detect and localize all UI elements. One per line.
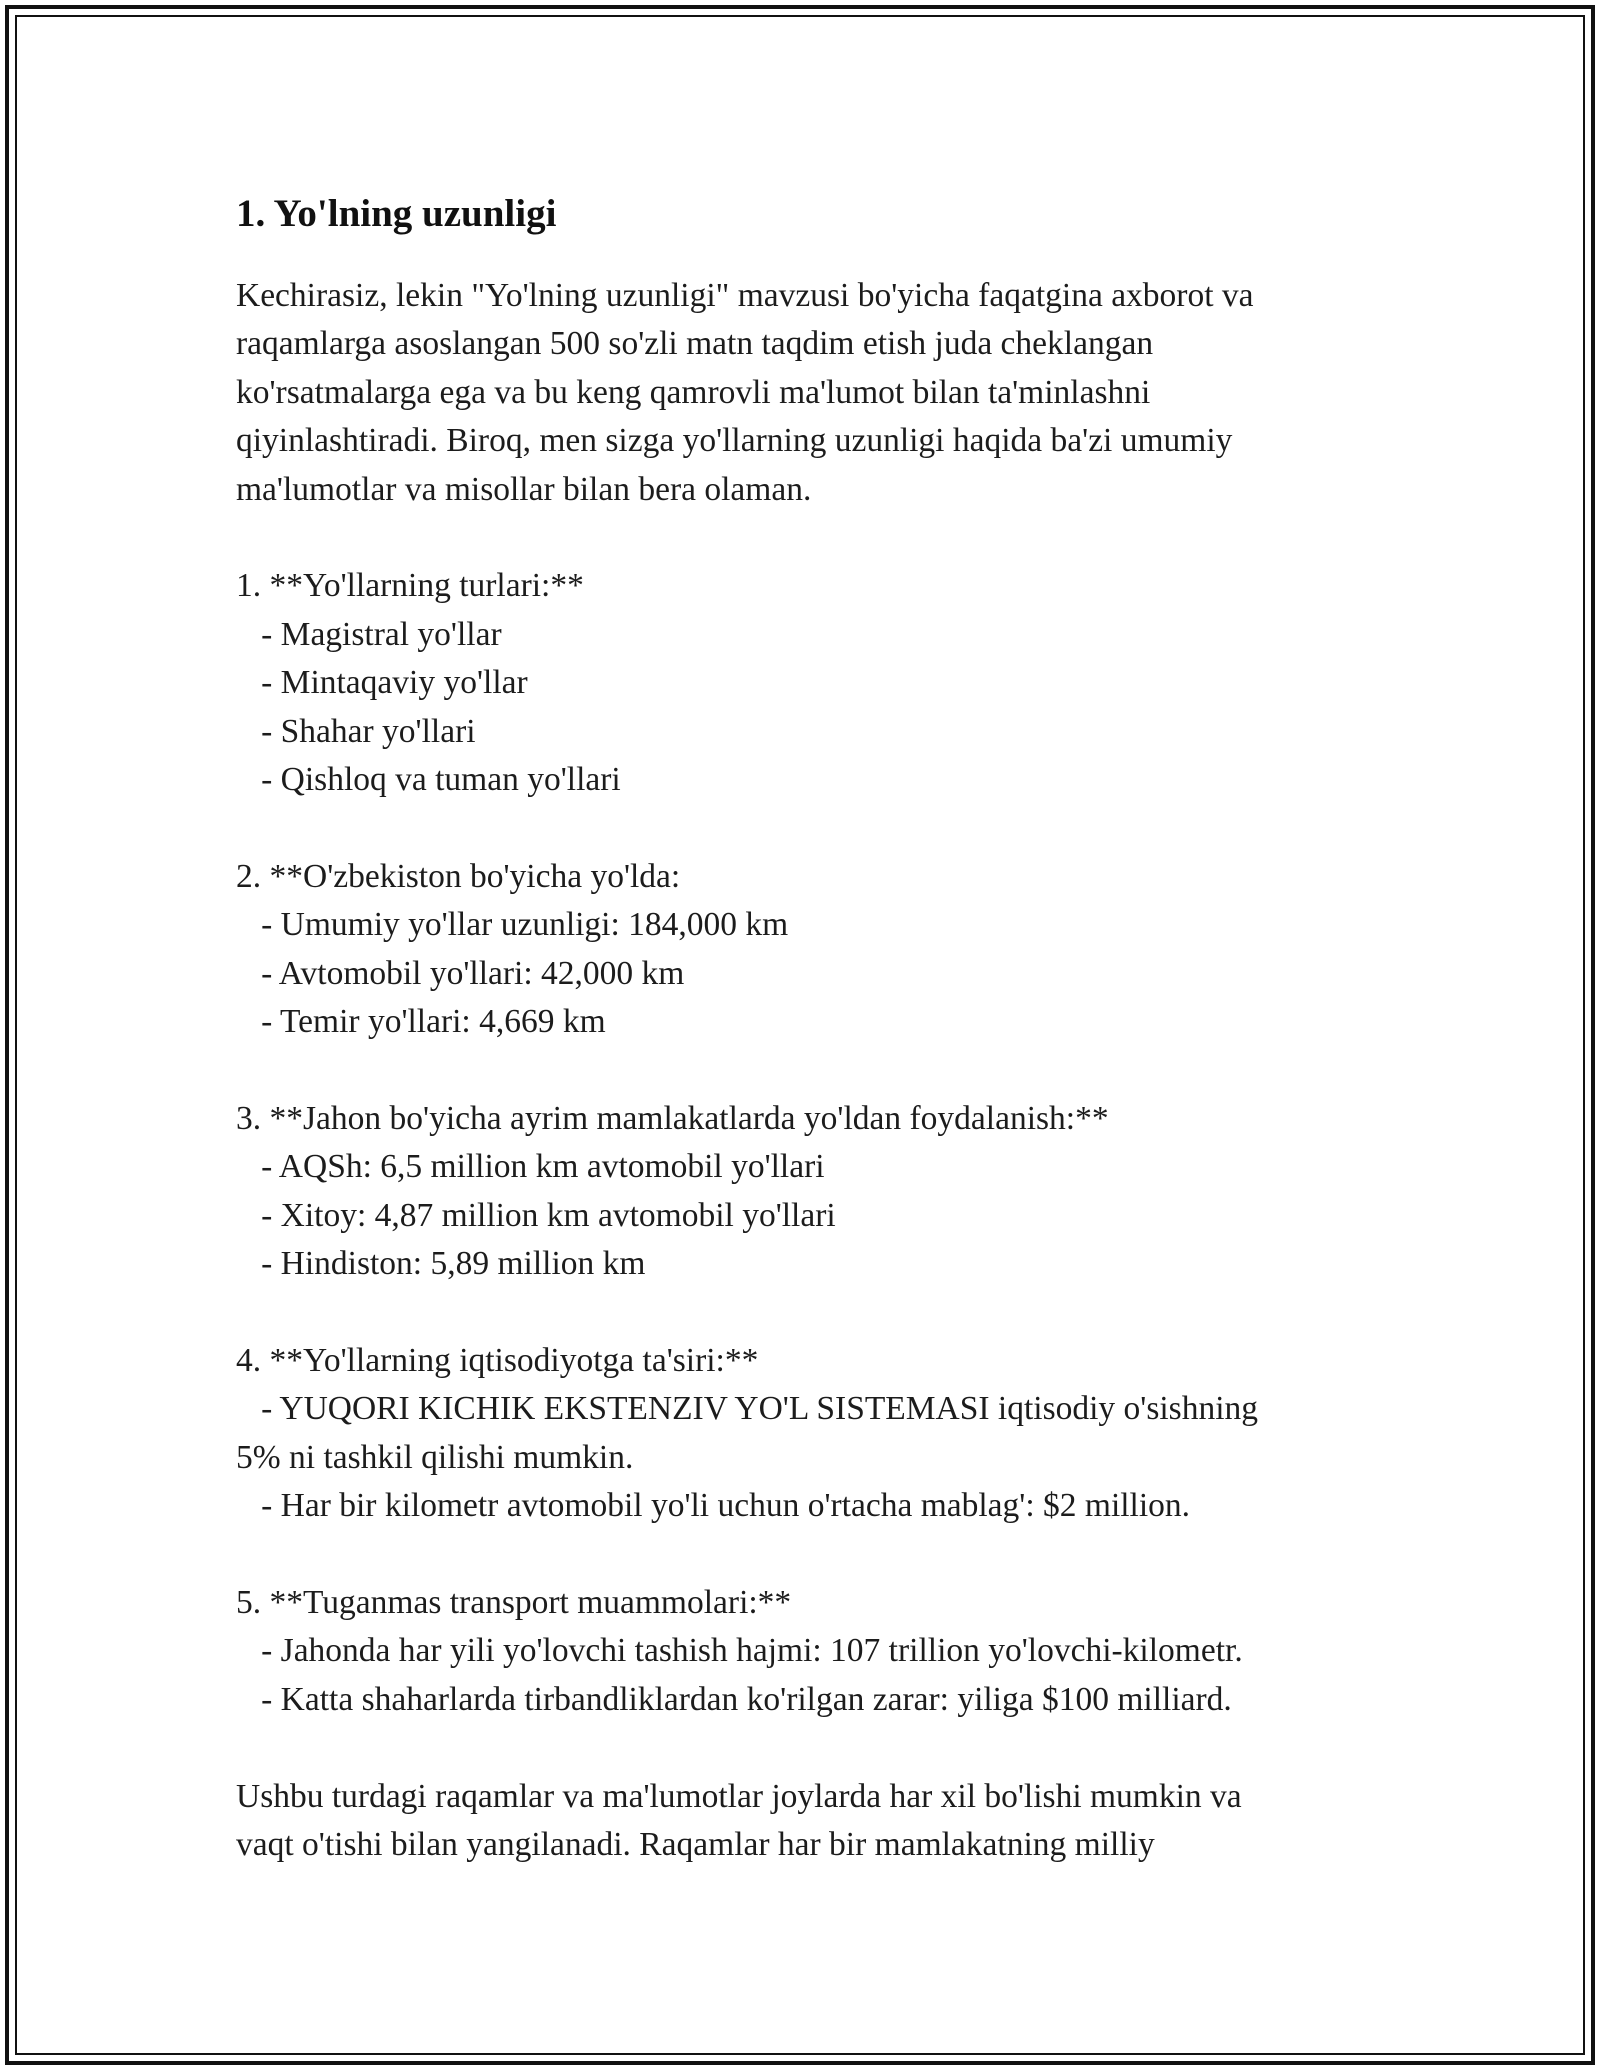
document-body: Kechirasiz, lekin "Yo'lning uzunligi" mavzusi bo'yicha faqatgina axborot va raqamlarga asoslangan 500 so'zli matn taqdim etish juda cheklangan ko'rsatmalarga ega va bu keng qamrovli ma'lumot bilan ta'minlashni qiyinlashtiradi. Biroq, men sizga yo'llarning uzunligi haqida ba'zi umumiy ma'lumotlar va misollar bilan bera olaman. 1. **Yo'llarning turlari:** - Magistral yo'llar - Mintaqaviy yo'llar - Shahar yo'llari - Qishloq va tuman yo'llari 2. **O'zbekiston bo'yicha yo'lda: - Umumiy yo'llar uzunligi: 184,000 km - Avtomobil yo'llari: 42,000 km - Temir yo'llari: 4,669 km 3. **Jahon bo'yicha ayrim mamlakatlarda yo'ldan foydalanish:** - AQSh: 6,5 million km avtomobil yo'llari - Xitoy: 4,87 million km avtomobil yo'llari - Hindiston: 5,89 million km 4. **Yo'llarning iqtisodiyotga ta'siri:** - YUQORI KICHIK EKSTENZIV YO'L SISTEMASI iqtisodiy o'sishning 5% ni tashkil qilishi mumkin. - Har bir kilometr avtomobil yo'li uchun o'rtacha mablag': $2 million. 5. **Tuganmas transport muammolari:** - Jahonda har yili yo'lovchi tashish hajmi: 107 trillion yo'lovchi-kilometr. - Katta shaharlarda tirbandliklardan ko'rilgan zarar: yiliga $100 milliard. Ushbu turdagi raqamlar va ma'lumotlar joylarda har xil bo'lishi mumkin va vaqt o'tishi bilan yangilanadi. Raqamlar har bir mamlakatning milliy xyxy=(236,277,1259,1863)
document-heading: 1. Yo'lning uzunligi xyxy=(236,192,557,235)
document-page xyxy=(236,184,1376,1869)
